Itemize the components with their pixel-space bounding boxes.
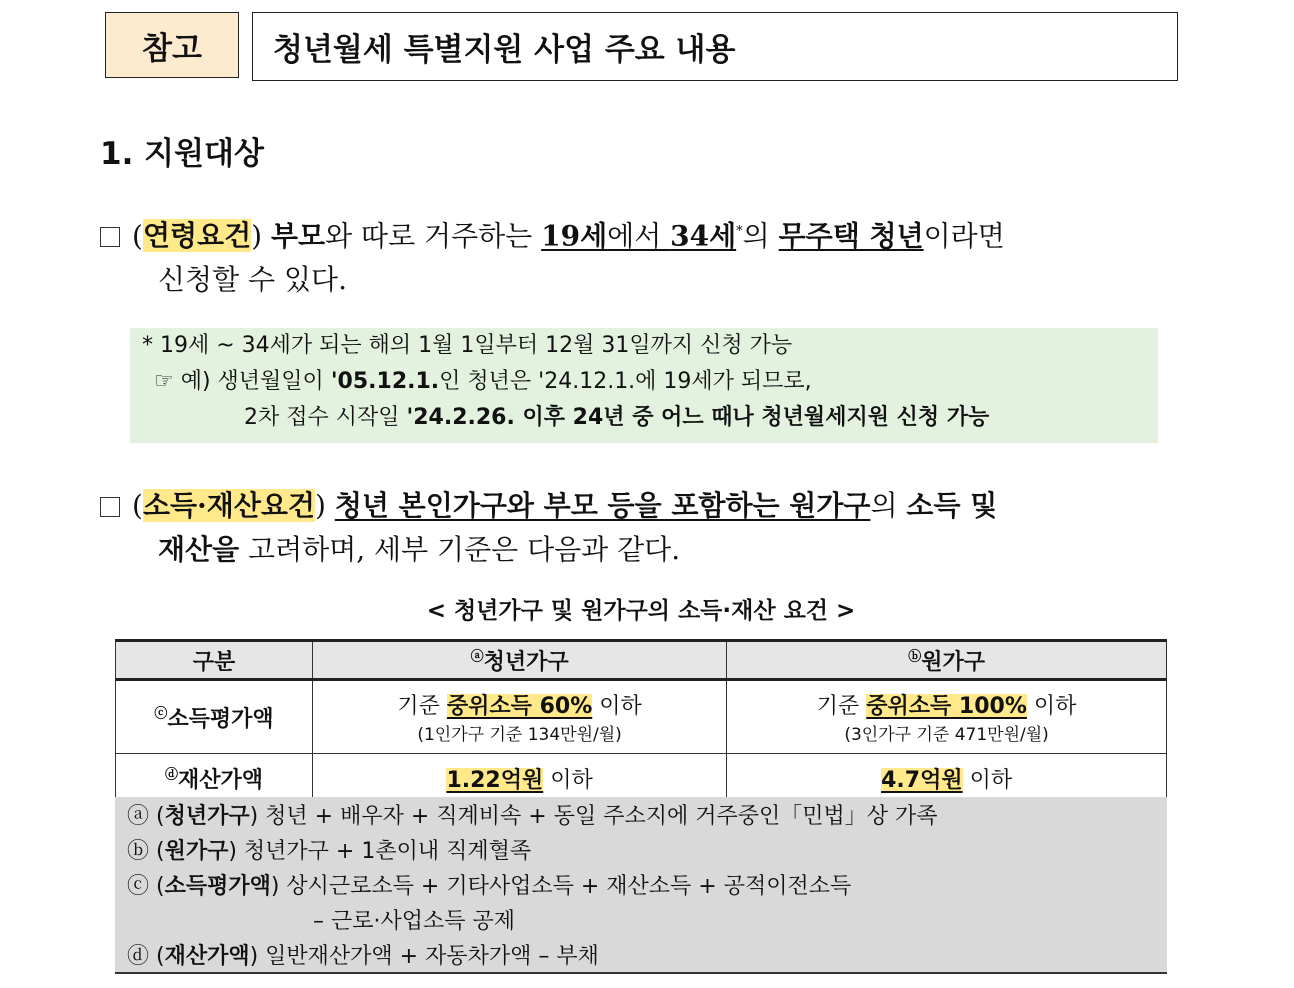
header-youth-household: ⓐ청년가구 [313, 641, 727, 680]
definition-item: ⓓ (재산가액) 일반재산가액 + 자동차가액 – 부채 [127, 944, 599, 969]
note-line-3: 2차 접수 시작일 '24.2.26. 이후 24년 중 어느 때나 청년월세지원 신청 가능 [244, 405, 990, 430]
age-requirement-label: 연령요건 [142, 219, 252, 253]
cell-origin-property: 4.7억원 이하 [727, 754, 1167, 803]
row-label-income: ⓒ소득평가액 [116, 680, 313, 754]
definition-item: ⓑ (원가구) 청년가구 + 1촌이내 직계혈족 [127, 839, 532, 864]
table-header-row [116, 641, 1167, 680]
table-row [116, 754, 1167, 803]
table-row [116, 680, 1167, 754]
checkbox-icon [100, 497, 120, 517]
cell-youth-property: 1.22억원 이하 [313, 754, 727, 803]
checkbox-icon [100, 227, 120, 247]
document-title: 청년월세 특별지원 사업 주요 내용 [252, 12, 1178, 81]
header-category: 구분 [116, 641, 313, 680]
cell-youth-income: 기준 중위소득 60% 이하 (1인가구 기준 134만원/월) [313, 680, 727, 754]
definition-item: – 근로·사업소득 공제 [313, 909, 515, 934]
income-requirement-paragraph: (소득·재산요건) 청년 본인가구와 부모 등을 포함하는 원가구의 소득 및 재산을 고려하며, 세부 기준은 다음과 같다. [100, 484, 1190, 572]
note-line-1: * 19세 ~ 34세가 되는 해의 1월 1일부터 12월 31일까지 신청 가능 [142, 333, 793, 358]
header-origin-household: ⓑ원가구 [727, 641, 1167, 680]
age-note-box [130, 328, 1158, 443]
title-row [105, 12, 1180, 82]
definitions-box [115, 797, 1167, 974]
cell-origin-income: 기준 중위소득 100% 이하 (3인가구 기준 471만원/월) [727, 680, 1167, 754]
section-heading: 1. 지원대상 [100, 136, 264, 172]
row-label-property: ⓓ재산가액 [116, 754, 313, 803]
income-requirement-label: 소득·재산요건 [142, 489, 315, 522]
requirements-table [115, 639, 1167, 803]
reference-tag: 참고 [105, 12, 239, 78]
note-line-2: ☞ 예) 생년월일이 '05.12.1.인 청년은 '24.12.1.에 19세가 되므로, [154, 369, 812, 394]
definition-item: ⓐ (청년가구) 청년 + 배우자 + 직계비속 + 동일 주소지에 거주중인「민법」상 가족 [127, 804, 938, 829]
table-caption: < 청년가구 및 원가구의 소득·재산 요건 > [426, 598, 856, 624]
age-requirement-line2: 신청할 수 있다. [158, 263, 347, 297]
definition-item: ⓒ (소득평가액) 상시근로소득 + 기타사업소득 + 재산소득 + 공적이전소득 [127, 874, 852, 899]
age-requirement-paragraph: (연령요건) 부모와 따로 거주하는 19세에서 34세*의 무주택 청년이라면 신청할 수 있다. [100, 210, 1190, 302]
